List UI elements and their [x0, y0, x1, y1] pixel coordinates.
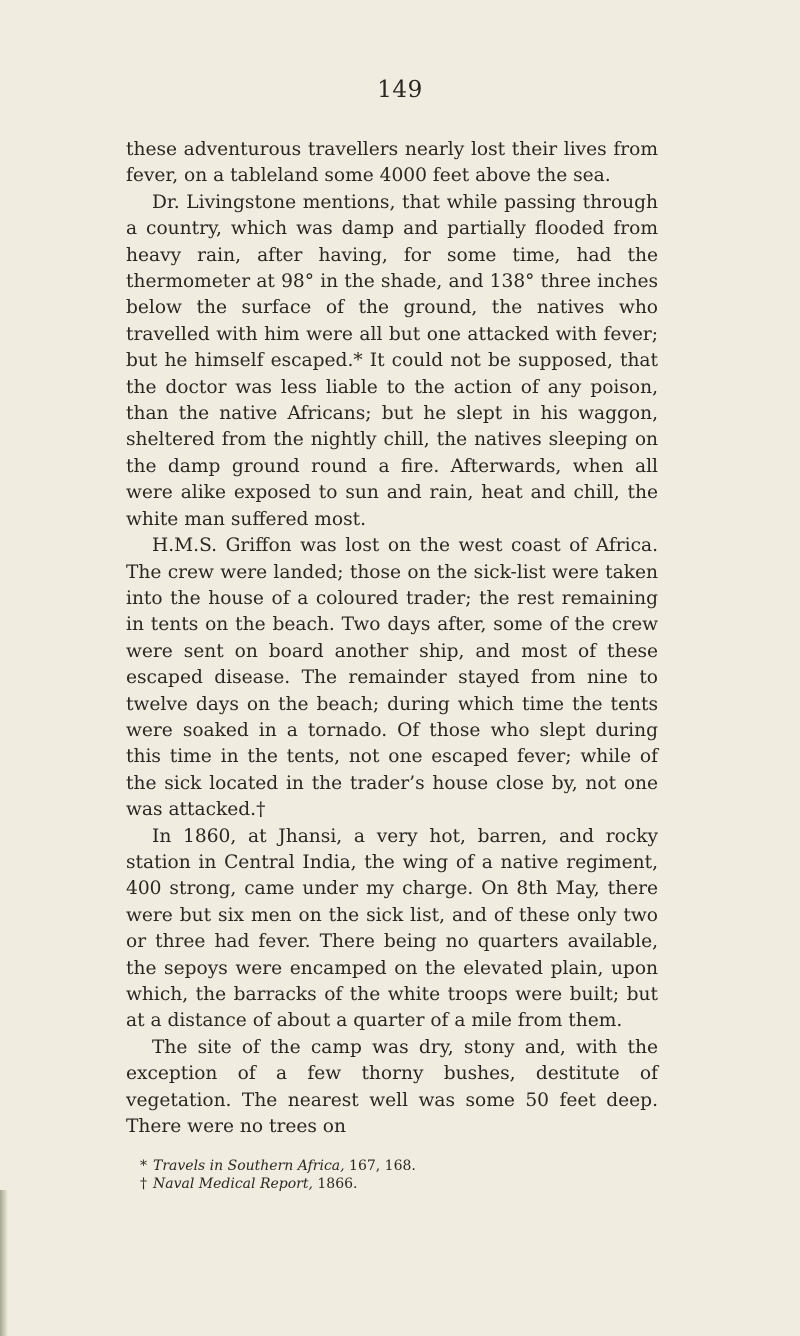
body-text [126, 137, 658, 1140]
footnote-source: Naval Medical Report, [153, 1176, 313, 1192]
paragraph: these adventurous travellers nearly lost their lives from fever, on a tableland some 4000 feet above the sea. [126, 139, 658, 187]
footnote-source: Travels in Southern Africa, [153, 1158, 345, 1174]
paragraph: Dr. Livingstone mentions, that while passing through a country, which was damp and partially flooded from heavy rain, after having, for some time, had the thermometer at 98° in the shade, and 138° three inches below the surface of the ground, the natives who travelled with him were all but one attacked with fever; but he himself escaped.* It could not be supposed, that the doctor was less liable to the action of any poison, than the native Africans; but he slept in his waggon, sheltered from the nightly chill, the natives sleeping on the damp ground round a fire. Afterwards, when all were alike exposed to sun and rain, heat and chill, the white man suffered most. [126, 191, 658, 530]
footnote [140, 1175, 640, 1193]
footnote-mark: * [140, 1158, 147, 1174]
footnote [140, 1157, 640, 1175]
page-number: 149 [377, 77, 423, 103]
footnote-pages: 1866. [312, 1176, 358, 1192]
page-edge-shadow [0, 1190, 8, 1336]
footnote-mark: † [140, 1176, 147, 1192]
footnotes [140, 1157, 640, 1193]
paragraph: In 1860, at Jhansi, a very hot, barren, and rocky station in Central India, the wing of a native regiment, 400 strong, came under my charge. On 8th May, there were but six men on the sick list, and of these only two or three had fever. There being no quarters available, the sepoys were encamped on the elevated plain, upon which, the barracks of the white troops were built; but at a distance of about a quarter of a mile from them. [126, 825, 658, 1032]
footnote-pages: 167, 168. [344, 1158, 416, 1174]
paragraph: H.M.S. Griffon was lost on the west coast of Africa. The crew were landed; those on the sick-list were taken into the house of a coloured trader; the rest remaining in tents on the beach. Two days after, some of the crew were sent on board another ship, and most of these escaped disease. The remainder stayed from nine to twelve days on the beach; during which time the tents were soaked in a tornado. Of those who slept during this time in the tents, not one escaped fever; while of the sick located in the trader’s house close by, not one was attacked.† [126, 535, 658, 821]
paragraph: The site of the camp was dry, stony and, with the exception of a few thorny bushes, destitute of vegetation. The nearest well was some 50 feet deep. There were no trees on [126, 1036, 658, 1138]
